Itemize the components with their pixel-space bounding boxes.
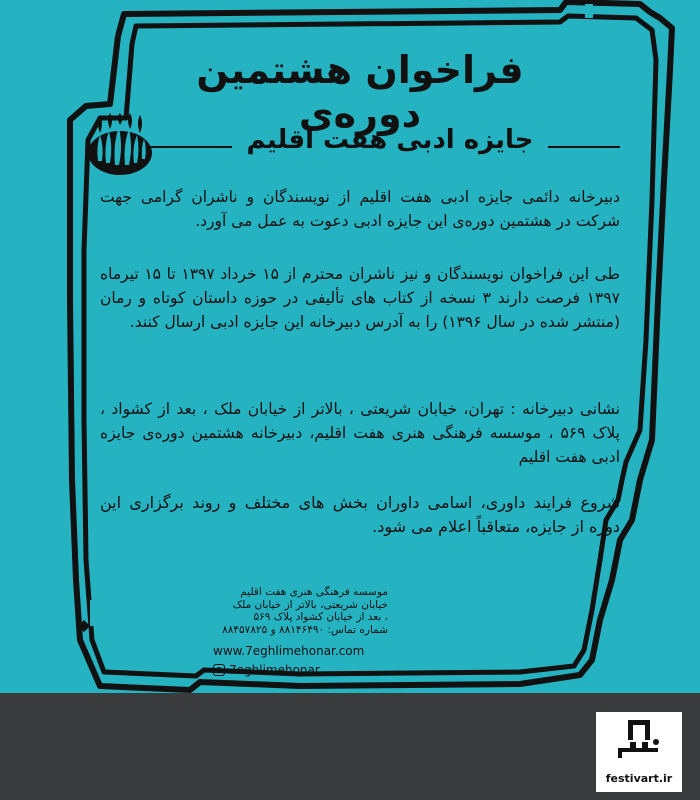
poster-subtitle: جایزه ادبی هفت اقلیم: [246, 125, 534, 155]
contact-line: خیابان شریعتی، بالاتر از خیابان ملک: [232, 598, 388, 611]
festivart-logo-icon: [616, 718, 662, 764]
instagram-handle: 7eghlimehonar: [229, 662, 320, 677]
poster-title: فراخوان هشتمین دوره‌ی: [196, 48, 524, 136]
contact-line: ، بعد از خیابان کشواد پلاک ۵۶۹: [253, 611, 388, 623]
frame-gap-bottom: [90, 600, 100, 626]
frame-gap-top: [585, 4, 593, 18]
submission-paragraph: طی این فراخوان نویسندگان و نیز ناشران محترم از ۱۵ خرداد ۱۳۹۷ تا ۱۵ تیرماه ۱۳۹۷ فرصت دارند ۳ نسخه از کتاب های تألیفی در حوزه داستان کوتاه و رمان (منتشر شده در سال ۱۳۹۶) را به آدرس دبیرخانه این جایزه ادبی ارسال کنند.: [100, 265, 621, 331]
website-link[interactable]: www.7eghlimehonar.com: [213, 644, 365, 658]
subtitle-rule-left: [150, 146, 232, 148]
contact-line: موسسه فرهنگی هنری هفت اقلیم: [240, 586, 388, 598]
subtitle-rule-right: [548, 146, 620, 148]
instagram-link[interactable]: [213, 662, 320, 676]
judging-paragraph: شروع فرایند داوری، اسامی داوران بخش های مختلف و روند برگزاری این دوره از جایزه، متعاقباً اعلام می شود.: [100, 493, 620, 536]
address-paragraph: نشانی دبیرخانه : تهران، خیابان شریعتی ، بالاتر از خیابان ملک ، بعد از کشواد ، پلاک ۵۶۹ ، موسسه فرهنگی هنری هفت اقلیم، دبیرخانه هشتمین دوره‌ی جایزه ادبی هفت اقلیم: [100, 400, 620, 466]
festivart-watermark: [596, 712, 682, 792]
contact-block: [213, 586, 388, 636]
watermark-text: festivart.ir: [605, 772, 673, 785]
contact-line: شماره تماس: ۸۸۱۴۶۴۹۰ و ۸۸۴۵۷۸۲۵: [222, 623, 388, 636]
subtitle-row: [150, 125, 620, 165]
invitation-paragraph: دبیرخانه دائمی جایزه ادبی هفت اقلیم از نویسندگان و ناشران گرامی جهت شرکت در هشتمین دوره‌ی این جایزه ادبی دعوت به عمل می آورد.: [100, 188, 620, 230]
instagram-icon: [213, 664, 225, 676]
